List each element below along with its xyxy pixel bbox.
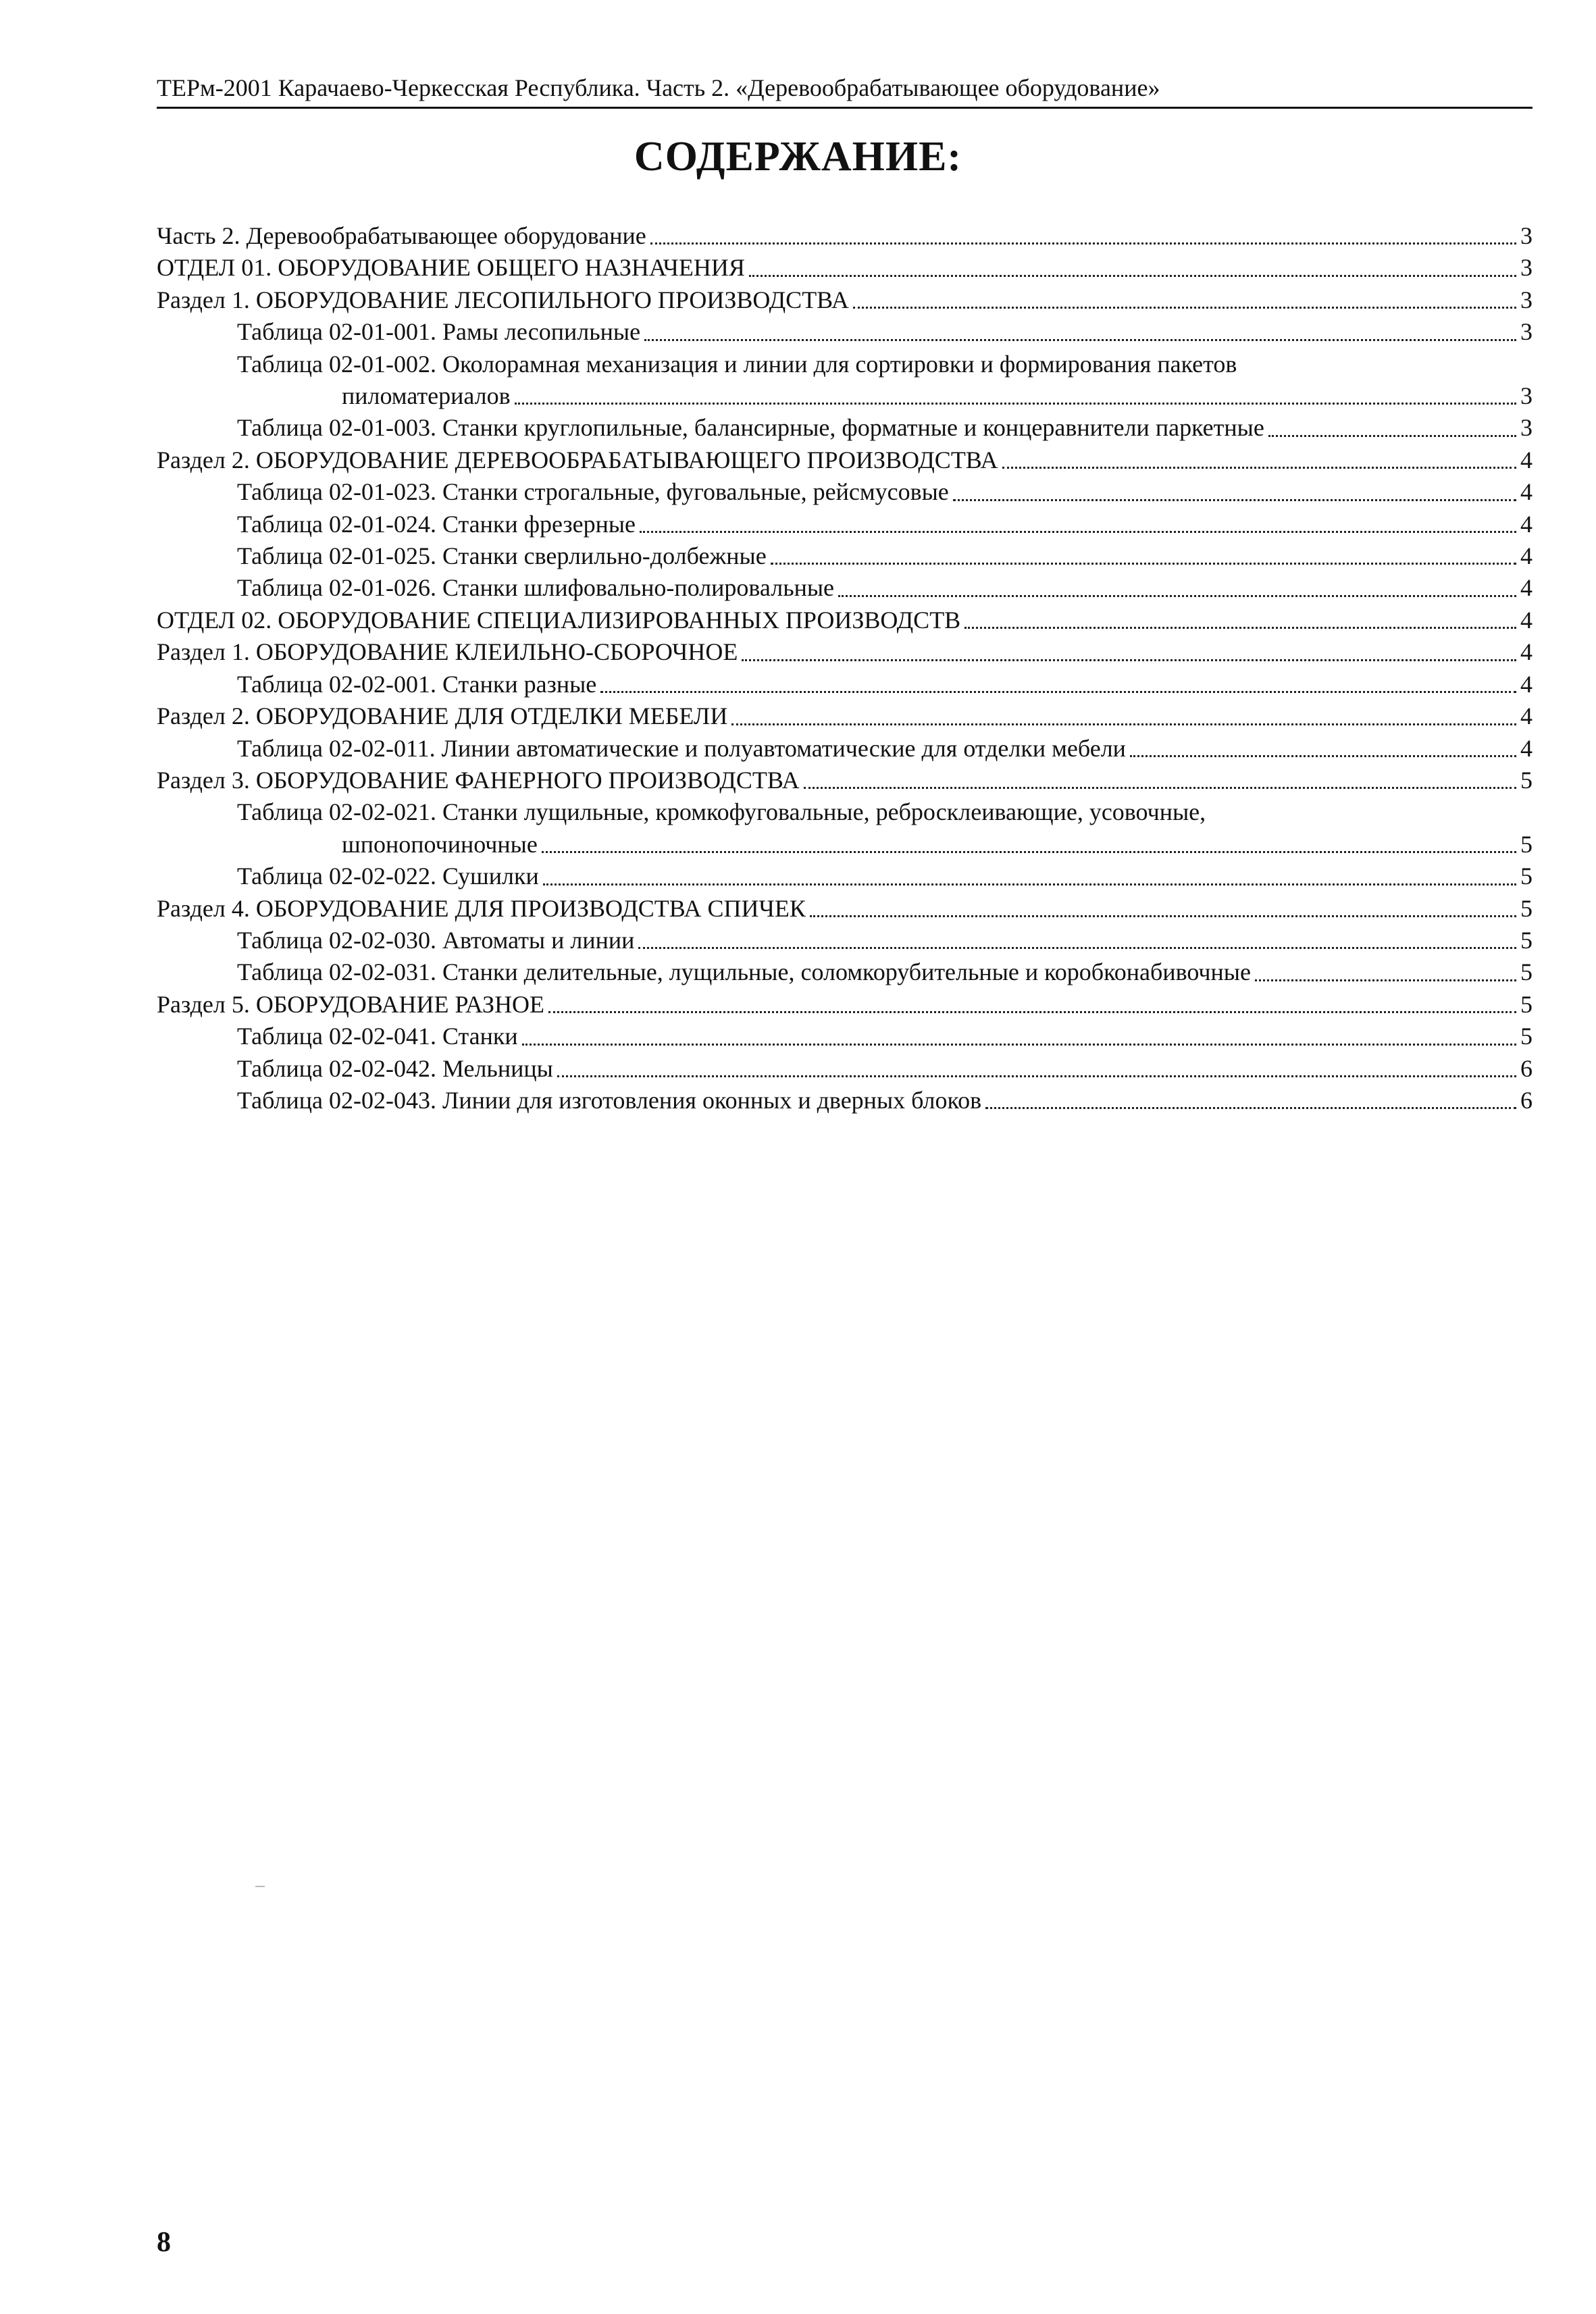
dot-leader	[650, 242, 1516, 245]
toc-entry-section[interactable]	[157, 989, 1533, 1021]
dot-leader	[731, 723, 1516, 725]
toc-page-number: 6	[1520, 1086, 1533, 1114]
toc-page-number: 5	[1520, 863, 1533, 890]
dot-leader	[644, 339, 1516, 341]
toc-entry-text: Раздел 2. ОБОРУДОВАНИЕ ДЕРЕВООБРАБАТЫВАЮЩЕГО ПРОИЗВОДСТВА	[157, 446, 998, 473]
toc-page-number: 3	[1520, 382, 1533, 410]
toc-page-number: 5	[1520, 990, 1533, 1018]
toc-entry-text: Раздел 2. ОБОРУДОВАНИЕ ДЛЯ ОТДЕЛКИ МЕБЕЛИ	[157, 702, 728, 730]
toc-entry-division[interactable]	[157, 252, 1533, 284]
toc-entry-text: Раздел 5. ОБОРУДОВАНИЕ РАЗНОЕ	[157, 990, 545, 1018]
dot-leader	[600, 691, 1516, 693]
dot-leader	[749, 275, 1516, 277]
toc-page-number: 5	[1520, 958, 1533, 986]
toc-entry-text: Таблица 02-02-021. Станки лущильные, кромкофуговальные, ребросклеивающие, усовочные,	[237, 798, 1206, 826]
page-number: 8	[157, 2227, 171, 2258]
toc-page-number: 4	[1520, 478, 1533, 506]
toc-entry-text: Таблица 02-01-001. Рамы лесопильные	[237, 318, 641, 346]
toc-entry-section[interactable]	[157, 444, 1533, 476]
toc-page-number: 4	[1520, 574, 1533, 602]
toc-entry-continuation: пиломатериалов	[342, 382, 511, 410]
toc-page-number: 4	[1520, 638, 1533, 666]
toc-page-number: 4	[1520, 606, 1533, 634]
toc-entry-text: Таблица 02-02-001. Станки разные	[237, 670, 597, 698]
toc-entry-table[interactable]	[157, 669, 1533, 700]
toc-entry-table[interactable]	[157, 316, 1533, 348]
toc-page-number: 4	[1520, 542, 1533, 570]
toc-page-number: 4	[1520, 446, 1533, 473]
dot-leader	[810, 915, 1516, 917]
toc-entry-text: Таблица 02-02-022. Сушилки	[237, 863, 539, 890]
toc-entry-table[interactable]	[157, 412, 1533, 444]
dot-leader	[522, 1044, 1516, 1046]
dot-leader	[557, 1075, 1516, 1077]
dot-leader	[838, 595, 1516, 597]
toc-entry-text: Таблица 02-01-003. Станки круглопильные, балансирные, форматные и концеравнители паркетные	[237, 414, 1264, 442]
toc-entry-section[interactable]	[157, 636, 1533, 668]
dot-leader	[548, 1011, 1516, 1013]
toc-page-number: 5	[1520, 830, 1533, 858]
toc-page-number: 5	[1520, 1023, 1533, 1050]
toc-entry-table[interactable]	[157, 1053, 1533, 1085]
toc-entry-text: ОТДЕЛ 02. ОБОРУДОВАНИЕ СПЕЦИАЛИЗИРОВАННЫХ ПРОИЗВОДСТВ	[157, 606, 961, 634]
dot-leader	[1002, 467, 1516, 469]
toc-entry-text: Раздел 4. ОБОРУДОВАНИЕ ДЛЯ ПРОИЗВОДСТВА СПИЧЕК	[157, 894, 806, 922]
dot-leader	[542, 851, 1516, 853]
toc-page-number: 4	[1520, 702, 1533, 730]
toc-entry-text: Таблица 02-02-011. Линии автоматические и полуавтоматические для отделки мебели	[237, 734, 1126, 762]
toc-entry-text: Раздел 1. ОБОРУДОВАНИЕ КЛЕИЛЬНО-СБОРОЧНОЕ	[157, 638, 738, 666]
toc-entry-table[interactable]	[157, 476, 1533, 508]
toc-entry-table[interactable]	[157, 860, 1533, 892]
toc-entry-table[interactable]	[157, 956, 1533, 988]
toc-entry-text: Раздел 1. ОБОРУДОВАНИЕ ЛЕСОПИЛЬНОГО ПРОИЗВОДСТВА	[157, 286, 849, 313]
table-of-contents	[157, 220, 1533, 1116]
toc-page-number: 4	[1520, 734, 1533, 762]
toc-entry-text: Таблица 02-02-042. Мельницы	[237, 1054, 553, 1082]
scan-artifact	[255, 1886, 265, 1887]
toc-entry-table[interactable]	[157, 509, 1533, 540]
toc-entry-table[interactable]	[157, 540, 1533, 572]
dot-leader	[953, 499, 1516, 501]
toc-entry-text: Таблица 02-02-043. Линии для изготовления оконных и дверных блоков	[237, 1086, 982, 1114]
toc-entry-table[interactable]	[157, 1021, 1533, 1052]
dot-leader	[1130, 755, 1516, 757]
toc-entry-section[interactable]	[157, 700, 1533, 732]
toc-page-number: 4	[1520, 670, 1533, 698]
toc-page-number: 3	[1520, 318, 1533, 346]
toc-entry-table[interactable]	[157, 733, 1533, 765]
toc-page-number: 5	[1520, 926, 1533, 954]
dot-leader	[742, 659, 1516, 661]
toc-entry-text: Таблица 02-02-041. Станки	[237, 1023, 518, 1050]
toc-page-number: 3	[1520, 254, 1533, 282]
toc-entry-division[interactable]	[157, 605, 1533, 636]
toc-page-number: 5	[1520, 894, 1533, 922]
toc-entry-text: Таблица 02-01-024. Станки фрезерные	[237, 510, 636, 538]
running-header: ТЕРм-2001 Карачаево-Черкесская Республика. Часть 2. «Деревообрабатывающее оборудование»	[157, 73, 1533, 109]
toc-entry-table[interactable]	[157, 1085, 1533, 1116]
toc-entry-part[interactable]	[157, 220, 1533, 252]
toc-entry-text: Таблица 02-02-030. Автоматы и линии	[237, 926, 635, 954]
dot-leader	[638, 947, 1516, 949]
toc-entry-table[interactable]	[157, 925, 1533, 956]
toc-page-number: 3	[1520, 222, 1533, 249]
dot-leader	[853, 307, 1516, 309]
toc-entry-text: Часть 2. Деревообрабатывающее оборудование	[157, 222, 646, 249]
toc-entry-section[interactable]	[157, 284, 1533, 316]
toc-entry-table[interactable]	[157, 572, 1533, 604]
toc-entry-text: ОТДЕЛ 01. ОБОРУДОВАНИЕ ОБЩЕГО НАЗНАЧЕНИЯ	[157, 254, 745, 282]
dot-leader	[640, 531, 1516, 533]
toc-entry-text: Таблица 02-01-025. Станки сверлильно-долбежные	[237, 542, 767, 570]
dot-leader	[771, 563, 1516, 565]
dot-leader	[543, 883, 1516, 885]
toc-entry-text: Таблица 02-01-002. Околорамная механизация и линии для сортировки и формирования пакетов	[237, 350, 1237, 378]
toc-page-number: 4	[1520, 510, 1533, 538]
dot-leader	[1268, 435, 1516, 437]
toc-page-number: 6	[1520, 1054, 1533, 1082]
dot-leader	[1255, 979, 1516, 981]
page-title: СОДЕРЖАНИЕ:	[634, 134, 962, 180]
toc-entry-text: Таблица 02-01-026. Станки шлифовально-полировальные	[237, 574, 835, 602]
toc-entry-table-multiline[interactable]	[157, 796, 1533, 860]
toc-page-number: 3	[1520, 286, 1533, 313]
toc-entry-continuation: шпонопочиночные	[342, 830, 538, 858]
toc-page-number: 5	[1520, 766, 1533, 794]
dot-leader	[515, 403, 1516, 405]
toc-entry-section[interactable]	[157, 893, 1533, 925]
dot-leader	[804, 787, 1516, 789]
toc-entry-text: Раздел 3. ОБОРУДОВАНИЕ ФАНЕРНОГО ПРОИЗВОДСТВА	[157, 766, 800, 794]
toc-entry-section[interactable]	[157, 765, 1533, 796]
dot-leader	[964, 627, 1516, 629]
dot-leader	[985, 1107, 1516, 1109]
toc-entry-text: Таблица 02-01-023. Станки строгальные, фуговальные, рейсмусовые	[237, 478, 949, 506]
toc-entry-text: Таблица 02-02-031. Станки делительные, лущильные, соломкорубительные и коробконабивочные	[237, 958, 1251, 986]
toc-entry-table-multiline[interactable]	[157, 349, 1533, 413]
toc-page-number: 3	[1520, 414, 1533, 442]
